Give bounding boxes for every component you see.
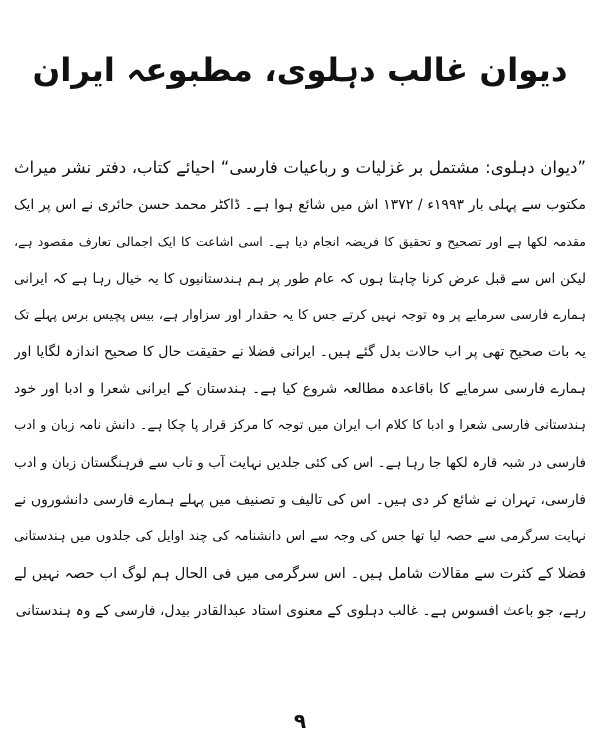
text-line: یہ بات صحیح تھی پر اب حالات بدل گئے ہیں۔ ایرانی فضلا نے حقیقت حال کا صحیح اندازہ لگایا اور — [14, 344, 586, 361]
text-line: رہے، جو باعث افسوس ہے۔ غالب دہلوی کے معنوی استاد عبدالقادر بیدل، فارسی کے وہ ہندستانی — [15, 602, 586, 619]
text-line: ہمارے فارسی سرمایے کا باقاعدہ مطالعہ شروع کیا ہے۔ ہندستان کے ایرانی شعرا و ادبا اور خود — [14, 381, 586, 398]
text-line: مکتوب سے پہلی بار ۱۹۹۳ء / ۱۳۷۲ اش میں شائع ہوا ہے۔ ڈاکٹر محمد حسن حائری نے اس پر ایک — [14, 196, 586, 213]
text-line: ہمارے فارسی سرمایے پر وہ توجہ نہیں کرتے جس کا یہ حقدار اور سزاوار ہے، بیس پچیس برس پہلے تک — [14, 307, 586, 323]
text-line: فضلا کے کثرت سے مقالات شامل ہیں۔ اس سرگرمی میں فی الحال ہم لوگ اب حصہ نہیں لے — [14, 565, 586, 582]
text-line: فارسی، تہران نے شائع کر دی ہیں۔ اس کی تالیف و تصنیف میں پہلے ہمارے فارسی دانشوروں نے — [14, 492, 586, 509]
text-line: ”دیوان دہلوی: مشتمل بر غزلیات و رباعیات فارسی“ احیائے کتاب، دفتر نشر میراث — [14, 158, 586, 177]
page-number: ۹ — [293, 709, 307, 733]
text-line: لیکن اس سے قبل عرض کرنا چاہتا ہوں کہ عام طور پر ہم ہندستانیوں کا یہ خیال رہا ہے کہ ایرانی — [14, 270, 586, 287]
text-line: فارسی در شبہ قارہ لکھا جا رہا ہے۔ اس کی کئی جلدیں نہایت آب و تاب سے فرہنگستان زبان و ادب — [14, 455, 586, 472]
body-text — [14, 150, 586, 630]
text-line: نہایت سرگرمی سے حصہ لیا تھا جس کی وجہ سے اس دانشنامہ کی چند اوایل کی جلدوں میں ہندستانی — [14, 528, 586, 544]
text-line: مقدمہ لکھا ہے اور تصحیح و تحقیق کا فریضہ انجام دیا ہے۔ اسی اشاعت کا ایک اجمالی تعارف مقصود ہے، — [14, 233, 586, 249]
text-line: ہندستانی فارسی شعرا و ادبا کا کلام اب ایران میں توجہ کا مرکز قرار پا چکا ہے۔ دانش نامہ زبان و ادب — [14, 418, 586, 434]
page-title: دیوان غالب دہلوی، مطبوعہ ایران — [32, 51, 568, 89]
